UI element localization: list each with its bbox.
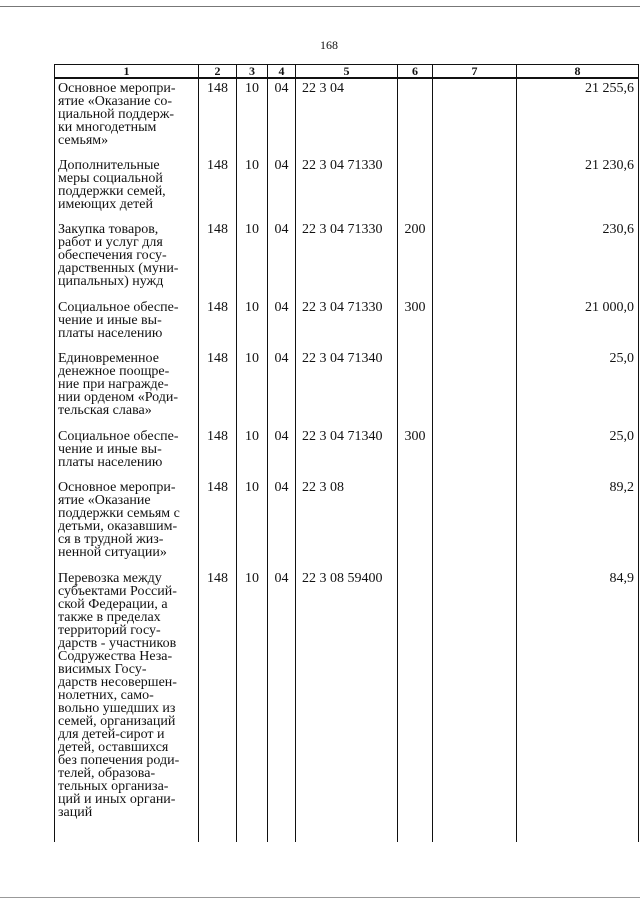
cell-col-7: [433, 569, 517, 842]
cell-target-article: 22 3 08 59400: [296, 569, 398, 842]
table-header-row: [55, 65, 639, 79]
cell-name: Основное меропри- ятие «Оказание со- циальной поддерж- ки многодетным семьям»: [55, 78, 199, 156]
cell-name: Дополнительные меры социальной поддержки семей, имеющих детей: [55, 156, 199, 220]
cell-expense-type: 300: [398, 298, 433, 349]
cell-expense-type: 300: [398, 427, 433, 478]
cell-section: 10: [237, 349, 268, 427]
cell-expense-type: [398, 156, 433, 220]
cell-subsection: 04: [268, 156, 296, 220]
bottom-edge-rule: [0, 897, 640, 898]
cell-expense-type: [398, 349, 433, 427]
cell-grbs: 148: [199, 349, 237, 427]
cell-subsection: 04: [268, 298, 296, 349]
header-col-7: 7: [433, 65, 517, 79]
cell-amount: 25,0: [517, 349, 639, 427]
cell-name: Единовременное денежное поощре- ние при награжде- нии орденом «Роди- тельская слава»: [55, 349, 199, 427]
cell-name: Социальное обеспе- чение и иные вы- платы населению: [55, 298, 199, 349]
cell-subsection: 04: [268, 78, 296, 156]
cell-name: Перевозка между субъектами Россий- ской Федерации, а также в пределах территорий госу- дарств - участников Содружества Неза- висимых Госу- дарств несовершен- нолетних, само- вольно ушедших из семей, организаций для детей-сирот и детей, оставшихся без попечения роди- телей, образова- тельных организа- ций и иных органи- заций: [55, 569, 199, 842]
cell-amount: 89,2: [517, 478, 639, 569]
table-row: [55, 478, 639, 569]
table-row: [55, 427, 639, 478]
cell-target-article: 22 3 08: [296, 478, 398, 569]
cell-name: Основное меропри- ятие «Оказание поддержки семьям с детьми, оказавшим- ся в трудной жиз- ненной ситуации»: [55, 478, 199, 569]
cell-expense-type: [398, 569, 433, 842]
cell-grbs: 148: [199, 427, 237, 478]
cell-section: 10: [237, 427, 268, 478]
cell-subsection: 04: [268, 349, 296, 427]
cell-amount: 84,9: [517, 569, 639, 842]
cell-target-article: 22 3 04 71330: [296, 156, 398, 220]
cell-subsection: 04: [268, 569, 296, 842]
header-col-2: 2: [199, 65, 237, 79]
cell-amount: 230,6: [517, 220, 639, 298]
header-col-3: 3: [237, 65, 268, 79]
table-row: [55, 220, 639, 298]
cell-amount: 21 230,6: [517, 156, 639, 220]
cell-subsection: 04: [268, 220, 296, 298]
budget-table: [54, 64, 639, 842]
cell-col-7: [433, 298, 517, 349]
cell-subsection: 04: [268, 427, 296, 478]
cell-section: 10: [237, 78, 268, 156]
cell-expense-type: 200: [398, 220, 433, 298]
cell-section: 10: [237, 298, 268, 349]
cell-col-7: [433, 78, 517, 156]
header-col-6: 6: [398, 65, 433, 79]
cell-target-article: 22 3 04 71340: [296, 349, 398, 427]
cell-section: 10: [237, 156, 268, 220]
cell-grbs: 148: [199, 78, 237, 156]
header-col-8: 8: [517, 65, 639, 79]
cell-section: 10: [237, 220, 268, 298]
cell-col-7: [433, 349, 517, 427]
cell-target-article: 22 3 04: [296, 78, 398, 156]
table-row: [55, 298, 639, 349]
cell-grbs: 148: [199, 156, 237, 220]
table-row: [55, 569, 639, 842]
cell-expense-type: [398, 78, 433, 156]
cell-subsection: 04: [268, 478, 296, 569]
table-row: [55, 156, 639, 220]
cell-col-7: [433, 427, 517, 478]
cell-name: Социальное обеспе- чение и иные вы- платы населению: [55, 427, 199, 478]
header-col-5: 5: [296, 65, 398, 79]
cell-name: Закупка товаров, работ и услуг для обеспечения госу- дарственных (муни- ципальных) нужд: [55, 220, 199, 298]
cell-grbs: 148: [199, 569, 237, 842]
cell-col-7: [433, 478, 517, 569]
cell-grbs: 148: [199, 478, 237, 569]
cell-amount: 25,0: [517, 427, 639, 478]
cell-amount: 21 255,6: [517, 78, 639, 156]
table-row: [55, 78, 639, 156]
cell-grbs: 148: [199, 220, 237, 298]
cell-expense-type: [398, 478, 433, 569]
cell-target-article: 22 3 04 71340: [296, 427, 398, 478]
page-number: 168: [320, 38, 338, 52]
cell-amount: 21 000,0: [517, 298, 639, 349]
header-col-1: 1: [55, 65, 199, 79]
cell-target-article: 22 3 04 71330: [296, 298, 398, 349]
cell-col-7: [433, 156, 517, 220]
table-row: [55, 349, 639, 427]
cell-col-7: [433, 220, 517, 298]
top-edge-rule: [0, 6, 640, 7]
cell-target-article: 22 3 04 71330: [296, 220, 398, 298]
cell-section: 10: [237, 478, 268, 569]
cell-section: 10: [237, 569, 268, 842]
header-col-4: 4: [268, 65, 296, 79]
cell-grbs: 148: [199, 298, 237, 349]
